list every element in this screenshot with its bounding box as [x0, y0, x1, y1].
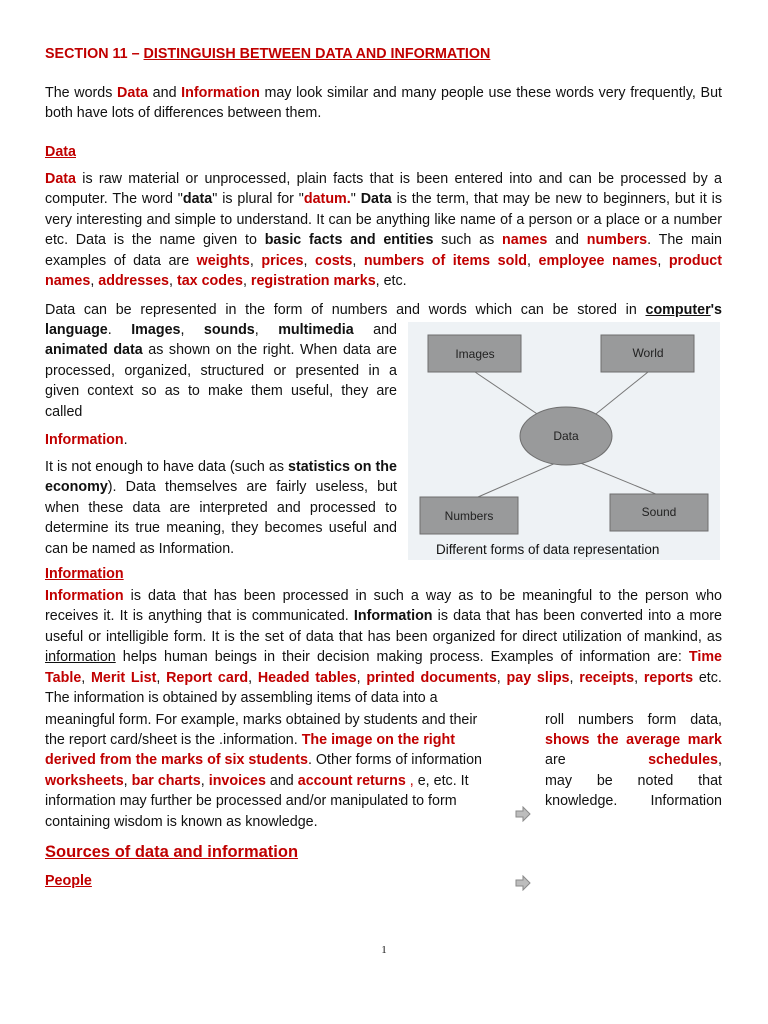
section-title	[45, 46, 490, 62]
figure-caption: Different forms of data representation	[436, 542, 660, 557]
sources-heading: Sources of data and information	[45, 843, 299, 861]
stats-paragraph: It is not enough to have data (such as statistics on the economy). Data themselves are fairly useless, but when these data are interpreted and processed to determine its true meaning, they becomes useful and can be named as Information.	[45, 459, 397, 557]
data-heading: Data	[45, 144, 76, 160]
images-label: Images	[455, 347, 495, 361]
right-line-5: knowledge. Information	[545, 793, 722, 809]
right-line-1: roll numbers form data,	[545, 712, 722, 728]
left-line-6: containing wisdom is known as knowledge.	[45, 814, 318, 830]
data-paragraph: Data is raw material or unprocessed, plain facts that is been entered into and can be processed by a computer. The word "data" is plural for "datum." Data is the term, that may be new to beginners, but it is very interesting and simple to understand. It can be anything like name of a person or a place or a number etc. Data is the name given to basic facts and entities such as names and numbers. The main examples of data are weights, prices, costs, numbers of items sold, employee names, product names, addresses, tax codes, registration marks, etc.	[45, 171, 723, 290]
intro-paragraph: The words Data and Information may look similar and many people use these words very frequently, But both have lots of differences between them.	[45, 85, 722, 122]
arrow-right-icon	[515, 875, 531, 891]
world-label: World	[632, 346, 664, 360]
right-line-2: shows the average mark	[545, 732, 722, 748]
data-representation-figure	[408, 322, 720, 560]
left-line-3: derived from the marks of six students. Other forms of information	[45, 752, 482, 768]
section-number: SECTION 11 –	[45, 46, 144, 62]
left-line-5: information may further be processed and/or manipulated to form	[45, 793, 457, 809]
repr-paragraph: language. Images, sounds, multimedia and animated data as shown on the right. When data are processed, organized, structured or presented in a given context so as to make them useful, they are called	[45, 322, 397, 420]
connector-sound	[578, 462, 663, 497]
computer-link: computer	[645, 302, 711, 318]
data-label: Data	[553, 429, 579, 443]
information-label: Information.	[45, 432, 128, 448]
connector-numbers	[478, 462, 558, 497]
left-line-4: worksheets, bar charts, invoices and account returns , e, etc. It	[45, 773, 469, 789]
information-paragraph: Information is data that has been processed in such a way as to be meaningful to the person who receives it. It is anything that is communicated. Information is data that has been converted into a more useful or intelligible form. It is the set of data that has been organized for direct utilization of mankind, as information helps human beings in their decision making process. Examples of information are: Time Table, Merit List, Report card, Headed tables, printed documents, pay slips, receipts, reports etc. The information is obtained by assembling items of data into a	[45, 588, 722, 707]
right-line-4: may be noted that	[545, 773, 722, 789]
diagram	[408, 322, 720, 560]
information-heading: Information	[45, 566, 124, 582]
sound-label: Sound	[641, 505, 677, 519]
left-line-2: the report card/sheet is the .information. The image on the right	[45, 732, 455, 748]
page-number: 1	[381, 944, 387, 956]
people-heading: People	[45, 873, 92, 889]
section-title-text: DISTINGUISH BETWEEN DATA AND INFORMATION	[143, 46, 491, 62]
left-line-1: meaningful form. For example, marks obtained by students and their	[45, 712, 478, 728]
arrow-right-icon	[515, 806, 531, 822]
right-line-3: are schedules,	[545, 752, 722, 768]
numbers-label: Numbers	[444, 509, 494, 523]
repr-line-1: Data can be represented in the form of numbers and words which can be stored in computer's	[45, 302, 722, 318]
